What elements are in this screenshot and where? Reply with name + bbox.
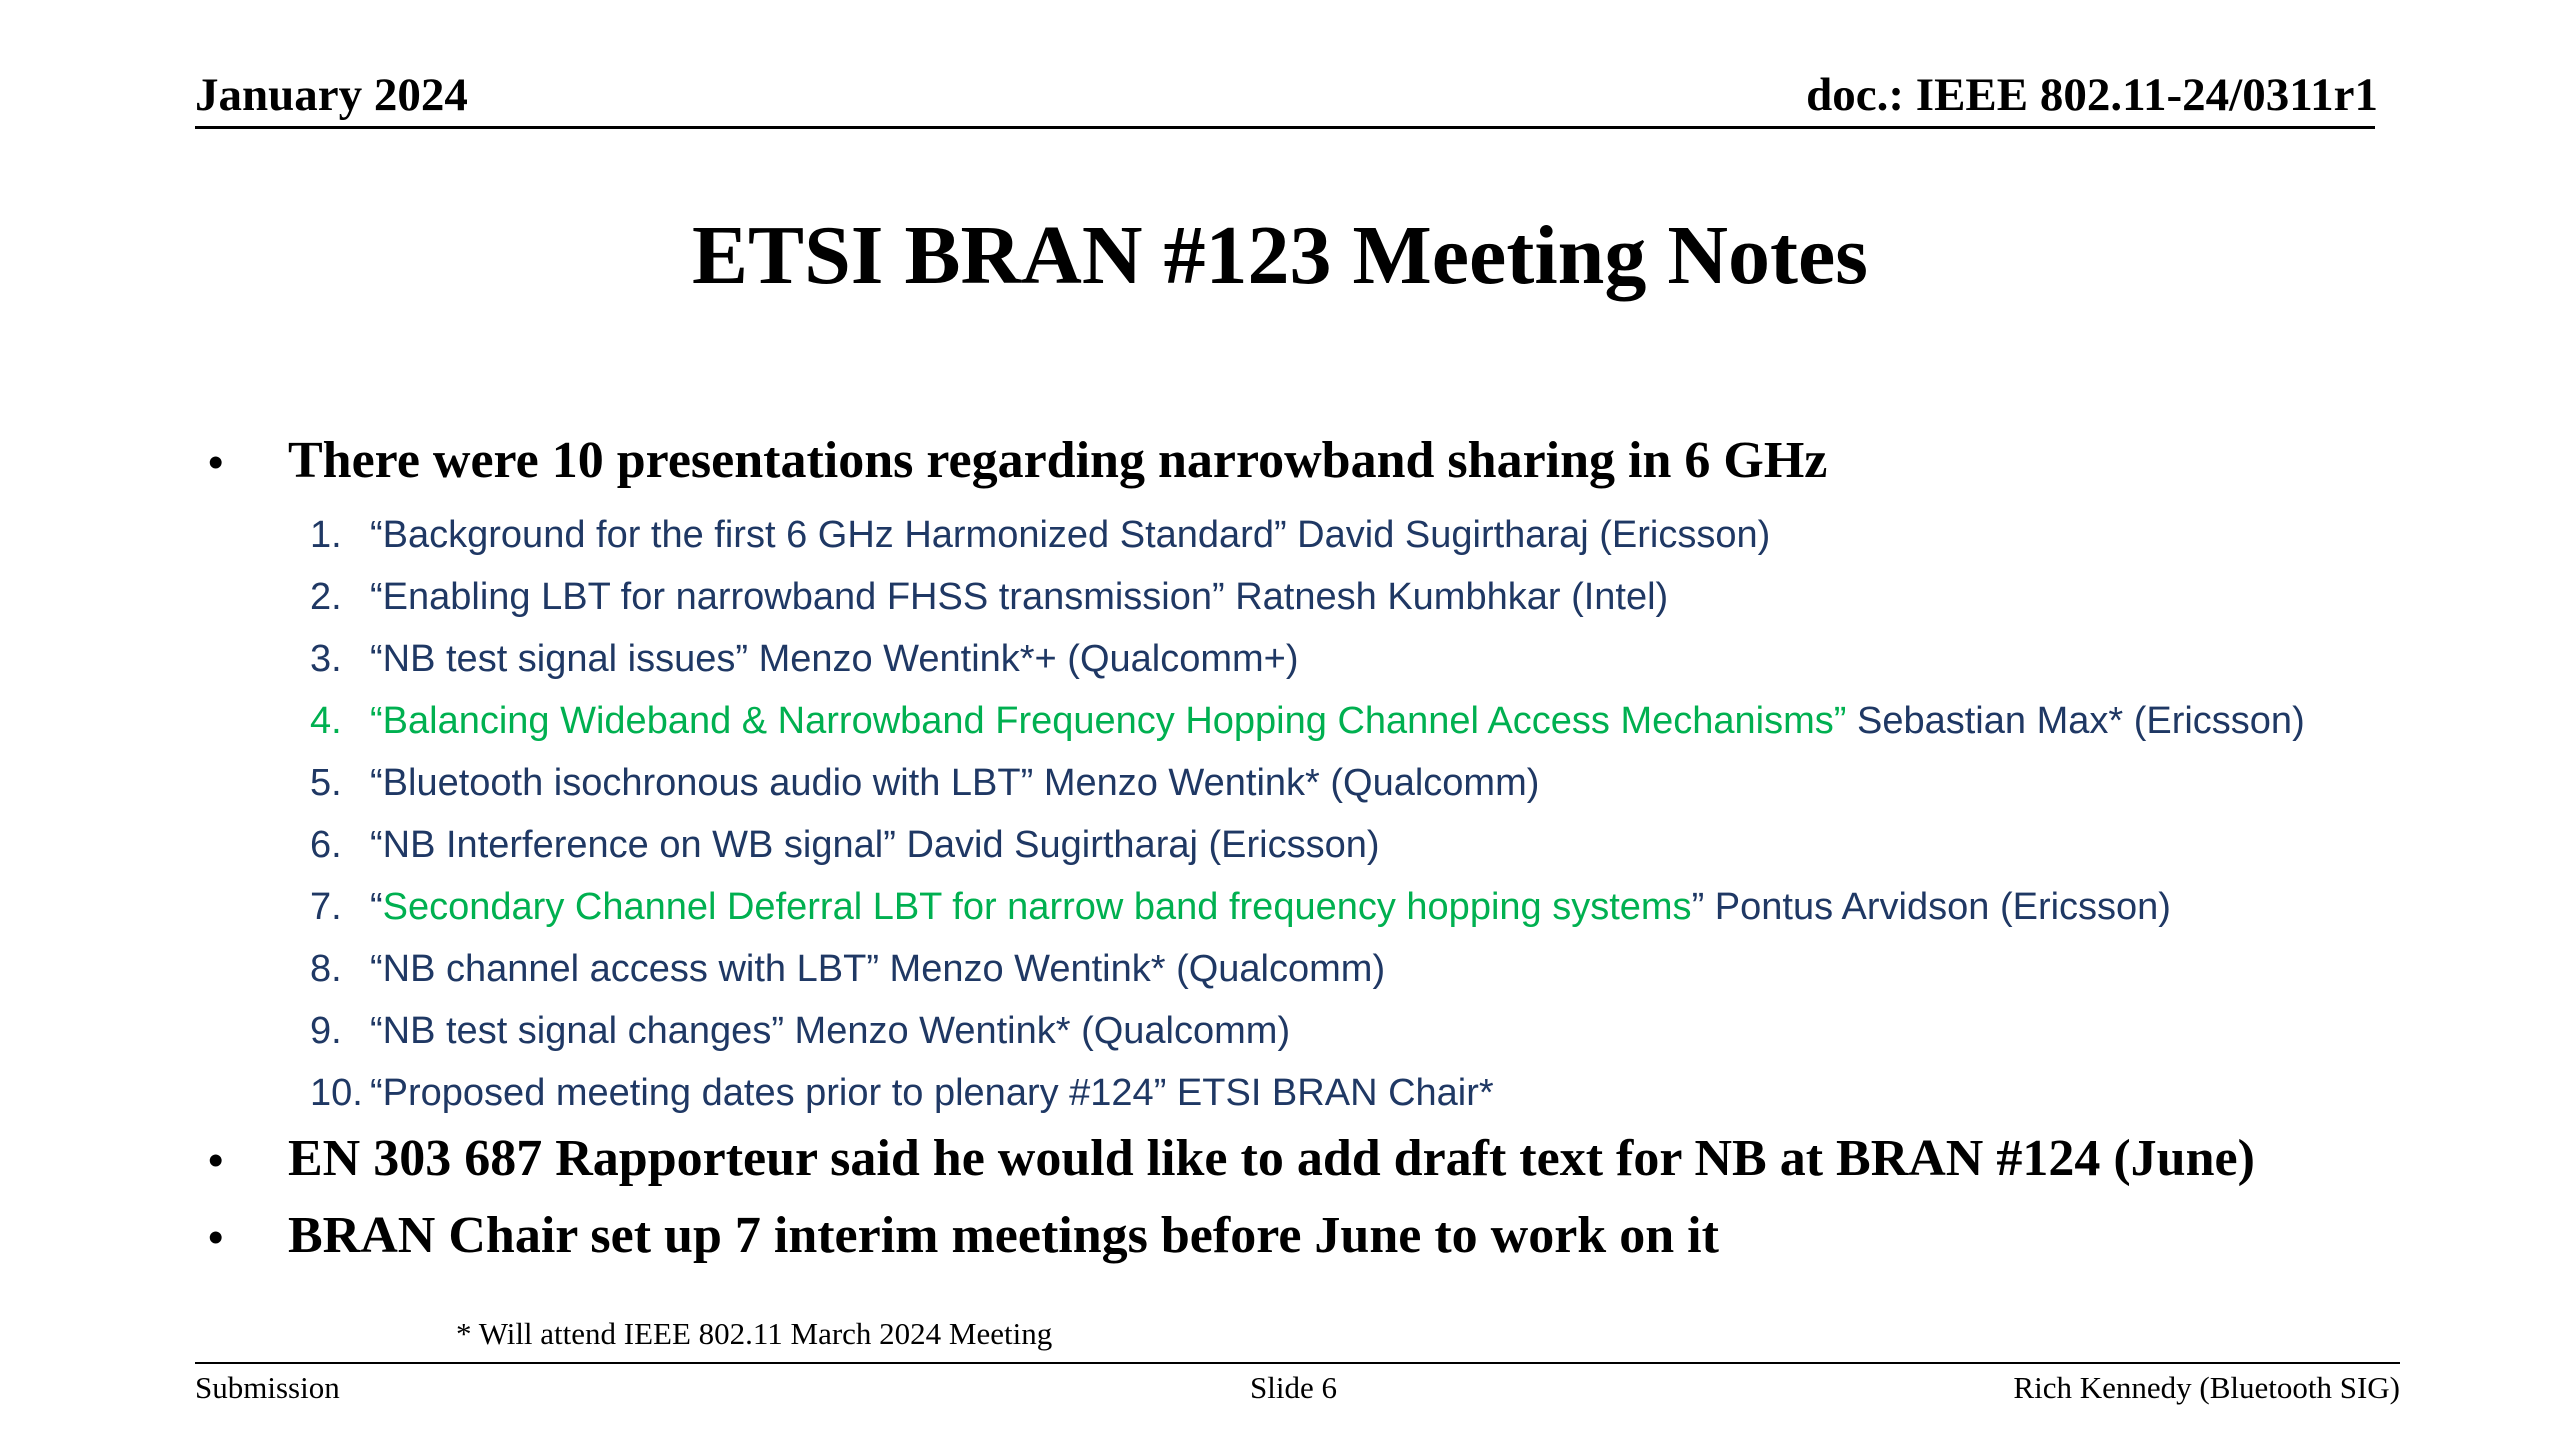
list-item bbox=[310, 752, 2305, 814]
header-date: January 2024 bbox=[195, 69, 468, 121]
item-presenter: Menzo Wentink*+ (Qualcomm+) bbox=[748, 638, 1299, 680]
item-title: “Bluetooth isochronous audio with LBT” bbox=[370, 762, 1034, 804]
presentation-list bbox=[310, 504, 2305, 1124]
list-item bbox=[310, 566, 2305, 628]
footer-submission: Submission bbox=[195, 1370, 340, 1405]
item-number: 8. bbox=[310, 948, 342, 990]
bullet-text: EN 303 687 Rapporteur said he would like to add draft text for NB at BRAN #124 (June) bbox=[288, 1130, 2255, 1187]
item-presenter: Sebastian Max* (Ericsson) bbox=[1846, 700, 2305, 742]
item-title: “NB test signal changes” bbox=[370, 1010, 784, 1052]
list-item bbox=[310, 1062, 2305, 1124]
bullet-icon: • bbox=[208, 438, 224, 487]
item-title: “NB Interference on WB signal” bbox=[370, 824, 896, 866]
bullet-interim-meetings bbox=[208, 1207, 1719, 1264]
item-presenter: David Sugirtharaj (Ericsson) bbox=[1286, 514, 1771, 556]
footer-slide-number: Slide 6 bbox=[1250, 1370, 1337, 1405]
item-title: “Background for the first 6 GHz Harmonized Standard” bbox=[370, 514, 1287, 556]
item-title: “Proposed meeting dates prior to plenary #124” bbox=[370, 1072, 1167, 1114]
item-number: 7. bbox=[310, 886, 342, 928]
item-title: “Enabling LBT for narrowband FHSS transmission” bbox=[370, 576, 1225, 618]
header-doc-id: doc.: IEEE 802.11-24/0311r1 bbox=[1806, 69, 2378, 121]
item-number: 6. bbox=[310, 824, 342, 866]
item-number: 1. bbox=[310, 514, 342, 556]
list-item bbox=[310, 876, 2305, 938]
item-title: “Secondary Channel Deferral LBT for narrow band frequency hopping systems” bbox=[370, 886, 1705, 928]
bullet-icon: • bbox=[208, 1213, 224, 1262]
header-divider bbox=[195, 126, 2375, 129]
item-presenter: Menzo Wentink* (Qualcomm) bbox=[1033, 762, 1540, 804]
bullet-icon: • bbox=[208, 1136, 224, 1185]
list-item bbox=[310, 690, 2305, 752]
footer-author: Rich Kennedy (Bluetooth SIG) bbox=[2013, 1370, 2400, 1405]
list-item bbox=[310, 628, 2305, 690]
footnote: * Will attend IEEE 802.11 March 2024 Meeting bbox=[456, 1316, 1053, 1351]
item-number: 9. bbox=[310, 1010, 342, 1052]
bullet-rapporteur bbox=[208, 1130, 2255, 1187]
item-presenter: Menzo Wentink* (Qualcomm) bbox=[878, 948, 1386, 990]
item-number: 3. bbox=[310, 638, 342, 680]
list-item bbox=[310, 504, 2305, 566]
list-item bbox=[310, 1000, 2305, 1062]
item-title: “NB channel access with LBT” bbox=[370, 948, 879, 990]
bullet-text: There were 10 presentations regarding narrowband sharing in 6 GHz bbox=[288, 432, 1828, 489]
slide-title: ETSI BRAN #123 Meeting Notes bbox=[692, 209, 1868, 302]
bullet-presentations bbox=[208, 432, 1827, 489]
item-number: 5. bbox=[310, 762, 342, 804]
item-presenter: Menzo Wentink* (Qualcomm) bbox=[783, 1010, 1291, 1052]
item-title: “NB test signal issues” bbox=[370, 638, 749, 680]
item-presenter: David Sugirtharaj (Ericsson) bbox=[895, 824, 1380, 866]
item-number: 2. bbox=[310, 576, 342, 618]
footer-divider bbox=[195, 1362, 2400, 1364]
list-item bbox=[310, 814, 2305, 876]
list-item bbox=[310, 938, 2305, 1000]
bullet-text: BRAN Chair set up 7 interim meetings before June to work on it bbox=[288, 1207, 1719, 1264]
item-presenter: Ratnesh Kumbhkar (Intel) bbox=[1224, 576, 1669, 618]
item-number: 4. bbox=[310, 700, 342, 742]
item-presenter: Pontus Arvidson (Ericsson) bbox=[1704, 886, 2171, 928]
item-title: “Balancing Wideband & Narrowband Frequency Hopping Channel Access Mechanisms” bbox=[370, 700, 1847, 742]
item-number: 10. bbox=[310, 1072, 363, 1114]
item-presenter: ETSI BRAN Chair* bbox=[1166, 1072, 1494, 1114]
